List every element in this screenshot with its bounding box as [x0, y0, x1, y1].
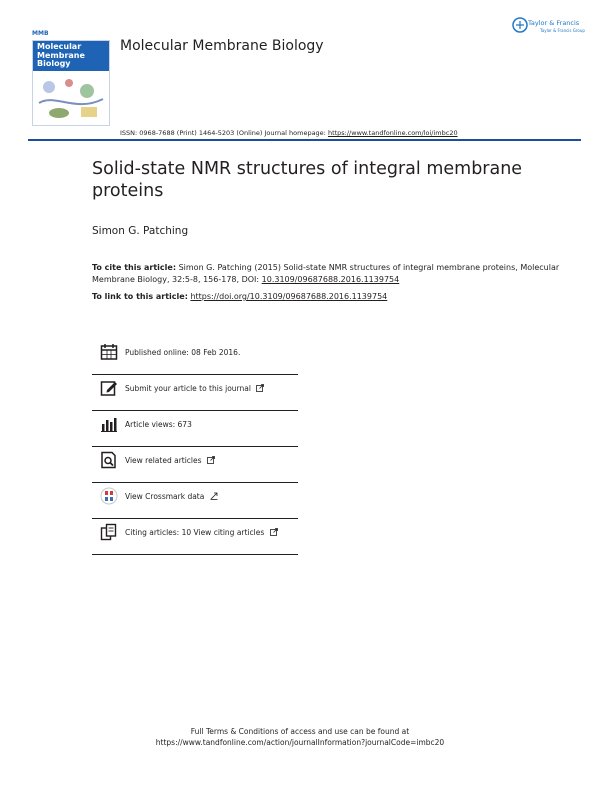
- issn-text: ISSN: 0968-7688 (Print) 1464-5203 (Online) Journal homepage:: [120, 129, 326, 137]
- cover-title-line: Membrane: [37, 50, 85, 60]
- calendar-icon: [100, 343, 118, 361]
- cite-label: To cite this article:: [92, 263, 177, 272]
- submit-article-text[interactable]: Submit your article to this journal: [125, 384, 251, 393]
- link-label: To link to this article:: [92, 292, 188, 301]
- crossmark-text[interactable]: View Crossmark data: [125, 492, 205, 501]
- edit-icon: [100, 379, 118, 397]
- article-author: Simon G. Patching: [92, 225, 189, 237]
- footer-terms-link[interactable]: https://www.tandfonline.com/action/journalInformation?journalCode=imbc20: [155, 738, 445, 747]
- cover-title-line: Molecular: [37, 42, 82, 51]
- journal-name[interactable]: Molecular Membrane Biology: [120, 38, 324, 54]
- taylor-francis-logo-icon: [512, 16, 528, 34]
- external-link-icon: [270, 528, 278, 536]
- journal-cover-thumbnail[interactable]: [32, 40, 110, 126]
- related-articles-icon: [100, 451, 118, 469]
- external-link-icon: [207, 456, 215, 464]
- cite-doi-link[interactable]: 10.3109/09687688.2016.1139754: [261, 275, 400, 284]
- citing-articles-row[interactable]: [92, 518, 298, 555]
- related-articles-text[interactable]: View related articles: [125, 456, 202, 465]
- article-views-row: [92, 410, 298, 447]
- footer-terms-text: Full Terms & Conditions of access and use can be found at: [190, 727, 410, 736]
- citing-articles-text[interactable]: Citing articles: 10 View citing articles: [125, 528, 265, 537]
- published-online-row: [92, 338, 298, 375]
- citing-articles-icon: [100, 523, 118, 541]
- crossmark-row[interactable]: [92, 482, 298, 519]
- related-articles-row[interactable]: [92, 446, 298, 483]
- external-link-icon: [210, 492, 218, 500]
- footer-terms: [0, 726, 600, 748]
- cover-title-line: Biology: [37, 59, 71, 68]
- published-online-label: Published online: 08 Feb 2016.: [125, 348, 241, 357]
- bar-chart-icon: [100, 415, 118, 433]
- journal-homepage-link[interactable]: https://www.tandfonline.com/loi/imbc20: [327, 129, 458, 137]
- cover-badge: MMB: [32, 30, 49, 37]
- crossmark-label[interactable]: [125, 492, 218, 501]
- submit-article-row[interactable]: [92, 374, 298, 411]
- cover-artwork-icon: [35, 73, 107, 123]
- issn-line: [120, 129, 458, 137]
- article-doi-link[interactable]: https://doi.org/10.3109/09687688.2016.1139754: [190, 292, 388, 301]
- cover-title: [37, 43, 109, 69]
- article-views-label: Article views: 673: [125, 420, 192, 429]
- publisher-logo-text: Taylor & Francis: [528, 19, 580, 27]
- citing-articles-label[interactable]: [125, 528, 278, 537]
- related-articles-label[interactable]: [125, 456, 215, 465]
- submit-article-label[interactable]: [125, 384, 264, 393]
- article-link-line: [92, 292, 387, 301]
- publisher-logo-subtitle: Taylor & Francis Group: [540, 28, 585, 33]
- external-link-icon: [256, 384, 264, 392]
- article-title: Solid-state NMR structures of integral membrane proteins: [92, 159, 523, 201]
- crossmark-icon: [100, 487, 118, 505]
- cite-text: Simon G. Patching (2015) Solid-state NMR structures of integral membrane proteins, Molecular Membrane Biology, 32:5-8, 156-178, DOI:: [92, 263, 560, 284]
- header-divider: [28, 139, 581, 141]
- citation-block: [92, 262, 562, 286]
